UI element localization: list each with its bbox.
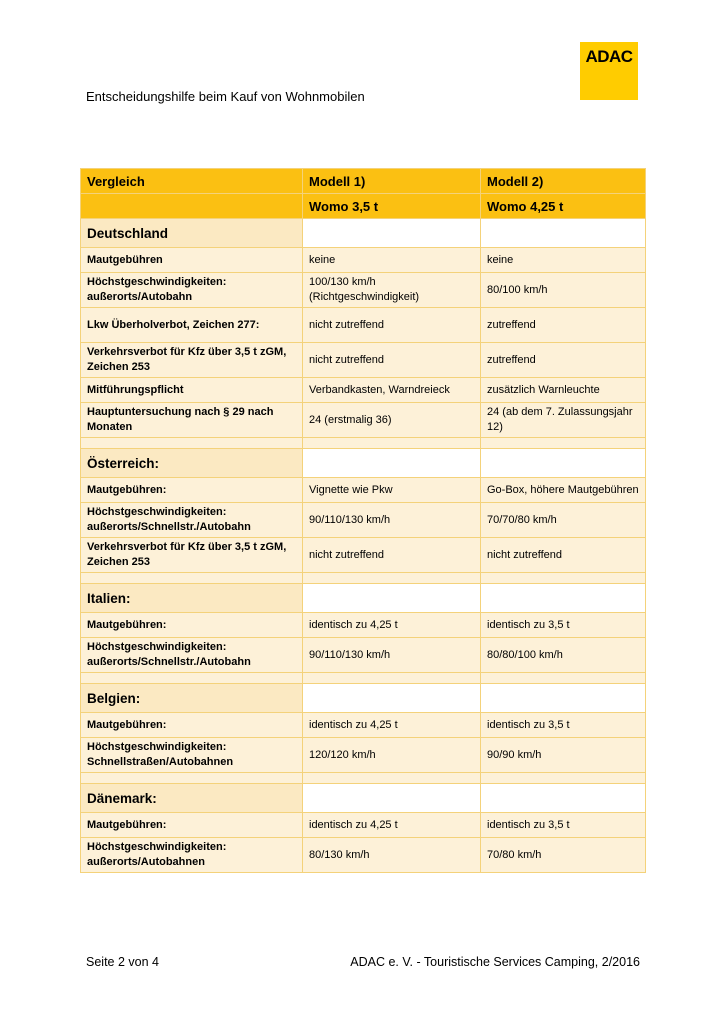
row-label: Mautgebühren [81,248,303,273]
logo-text: ADAC [585,47,633,66]
row-label: Höchstgeschwindigkeiten: außerorts/Schnellstr./Autobahn [81,638,303,673]
model1-value: 120/120 km/h [303,738,481,773]
row-label: Lkw Überholverbot, Zeichen 277: [81,308,303,343]
empty-cell [303,784,481,813]
model1-value: 100/130 km/h (Richtgeschwindigkeit) [303,273,481,308]
spacer-cell [481,438,646,449]
section-row [81,449,646,478]
table-row [81,838,646,873]
model2-value: 70/70/80 km/h [481,503,646,538]
row-label: Verkehrsverbot für Kfz über 3,5 t zGM, Zeichen 253 [81,343,303,378]
document-title: Entscheidungshilfe beim Kauf von Wohnmobilen [86,89,365,104]
model2-value: 80/100 km/h [481,273,646,308]
row-label: Höchstgeschwindigkeiten: Schnellstraßen/Autobahnen [81,738,303,773]
model2-value: identisch zu 3,5 t [481,813,646,838]
table-row [81,613,646,638]
model1-value: nicht zutreffend [303,308,481,343]
model2-value: zusätzlich Warnleuchte [481,378,646,403]
row-label: Verkehrsverbot für Kfz über 3,5 t zGM, Zeichen 253 [81,538,303,573]
empty-cell [303,219,481,248]
section-label: Deutschland [81,219,303,248]
model2-value: identisch zu 3,5 t [481,713,646,738]
model1-value: identisch zu 4,25 t [303,813,481,838]
header-cell: Vergleich [81,169,303,194]
model1-value: nicht zutreffend [303,538,481,573]
spacer-cell [81,673,303,684]
footer-organization: ADAC e. V. - Touristische Services Camping, 2/2016 [350,955,640,969]
table-row [81,638,646,673]
row-label: Mautgebühren: [81,613,303,638]
empty-cell [303,684,481,713]
empty-cell [303,584,481,613]
section-label: Italien: [81,584,303,613]
spacer-cell [81,438,303,449]
spacer-row [81,773,646,784]
table-header-row [81,194,646,219]
table-row [81,308,646,343]
row-label: Hauptuntersuchung nach § 29 nach Monaten [81,403,303,438]
table-row [81,343,646,378]
spacer-cell [481,573,646,584]
table-row [81,713,646,738]
model1-value: keine [303,248,481,273]
row-label: Höchstgeschwindigkeiten: außerorts/Autobahn [81,273,303,308]
table-row [81,273,646,308]
adac-logo [580,42,638,100]
table-row [81,738,646,773]
spacer-cell [303,438,481,449]
section-row [81,219,646,248]
header-cell [81,194,303,219]
row-label: Mitführungspflicht [81,378,303,403]
table-row [81,813,646,838]
page-number: Seite 2 von 4 [86,955,159,969]
section-label: Belgien: [81,684,303,713]
table-header-row [81,169,646,194]
model2-value: 90/90 km/h [481,738,646,773]
model2-value: zutreffend [481,343,646,378]
spacer-cell [81,773,303,784]
row-label: Höchstgeschwindigkeiten: außerorts/Autobahnen [81,838,303,873]
model1-value: identisch zu 4,25 t [303,713,481,738]
header-cell: Modell 1) [303,169,481,194]
spacer-cell [481,673,646,684]
spacer-row [81,573,646,584]
model1-value: 80/130 km/h [303,838,481,873]
spacer-cell [303,573,481,584]
model1-value: 90/110/130 km/h [303,503,481,538]
spacer-row [81,673,646,684]
empty-cell [303,449,481,478]
empty-cell [481,219,646,248]
row-label: Mautgebühren: [81,478,303,503]
model2-value: identisch zu 3,5 t [481,613,646,638]
table-row [81,248,646,273]
model1-value: nicht zutreffend [303,343,481,378]
empty-cell [481,584,646,613]
table-row [81,478,646,503]
model1-value: Vignette wie Pkw [303,478,481,503]
empty-cell [481,684,646,713]
model1-value: 24 (erstmalig 36) [303,403,481,438]
model2-value: keine [481,248,646,273]
comparison-table [80,168,646,873]
model2-value: 80/80/100 km/h [481,638,646,673]
section-row [81,584,646,613]
empty-cell [481,784,646,813]
section-row [81,684,646,713]
model2-value: 24 (ab dem 7. Zulassungsjahr 12) [481,403,646,438]
row-label: Höchstgeschwindigkeiten: außerorts/Schnellstr./Autobahn [81,503,303,538]
model1-value: identisch zu 4,25 t [303,613,481,638]
spacer-cell [81,573,303,584]
model2-value: nicht zutreffend [481,538,646,573]
spacer-cell [481,773,646,784]
section-label: Dänemark: [81,784,303,813]
header-cell: Womo 4,25 t [481,194,646,219]
spacer-cell [303,773,481,784]
spacer-row [81,438,646,449]
section-row [81,784,646,813]
table-row [81,403,646,438]
model2-value: zutreffend [481,308,646,343]
model2-value: 70/80 km/h [481,838,646,873]
model1-value: 90/110/130 km/h [303,638,481,673]
table-row [81,538,646,573]
empty-cell [481,449,646,478]
row-label: Mautgebühren: [81,813,303,838]
model2-value: Go-Box, höhere Mautgebühren [481,478,646,503]
table-row [81,378,646,403]
row-label: Mautgebühren: [81,713,303,738]
spacer-cell [303,673,481,684]
header-cell: Womo 3,5 t [303,194,481,219]
section-label: Österreich: [81,449,303,478]
table-row [81,503,646,538]
header-cell: Modell 2) [481,169,646,194]
model1-value: Verbandkasten, Warndreieck [303,378,481,403]
